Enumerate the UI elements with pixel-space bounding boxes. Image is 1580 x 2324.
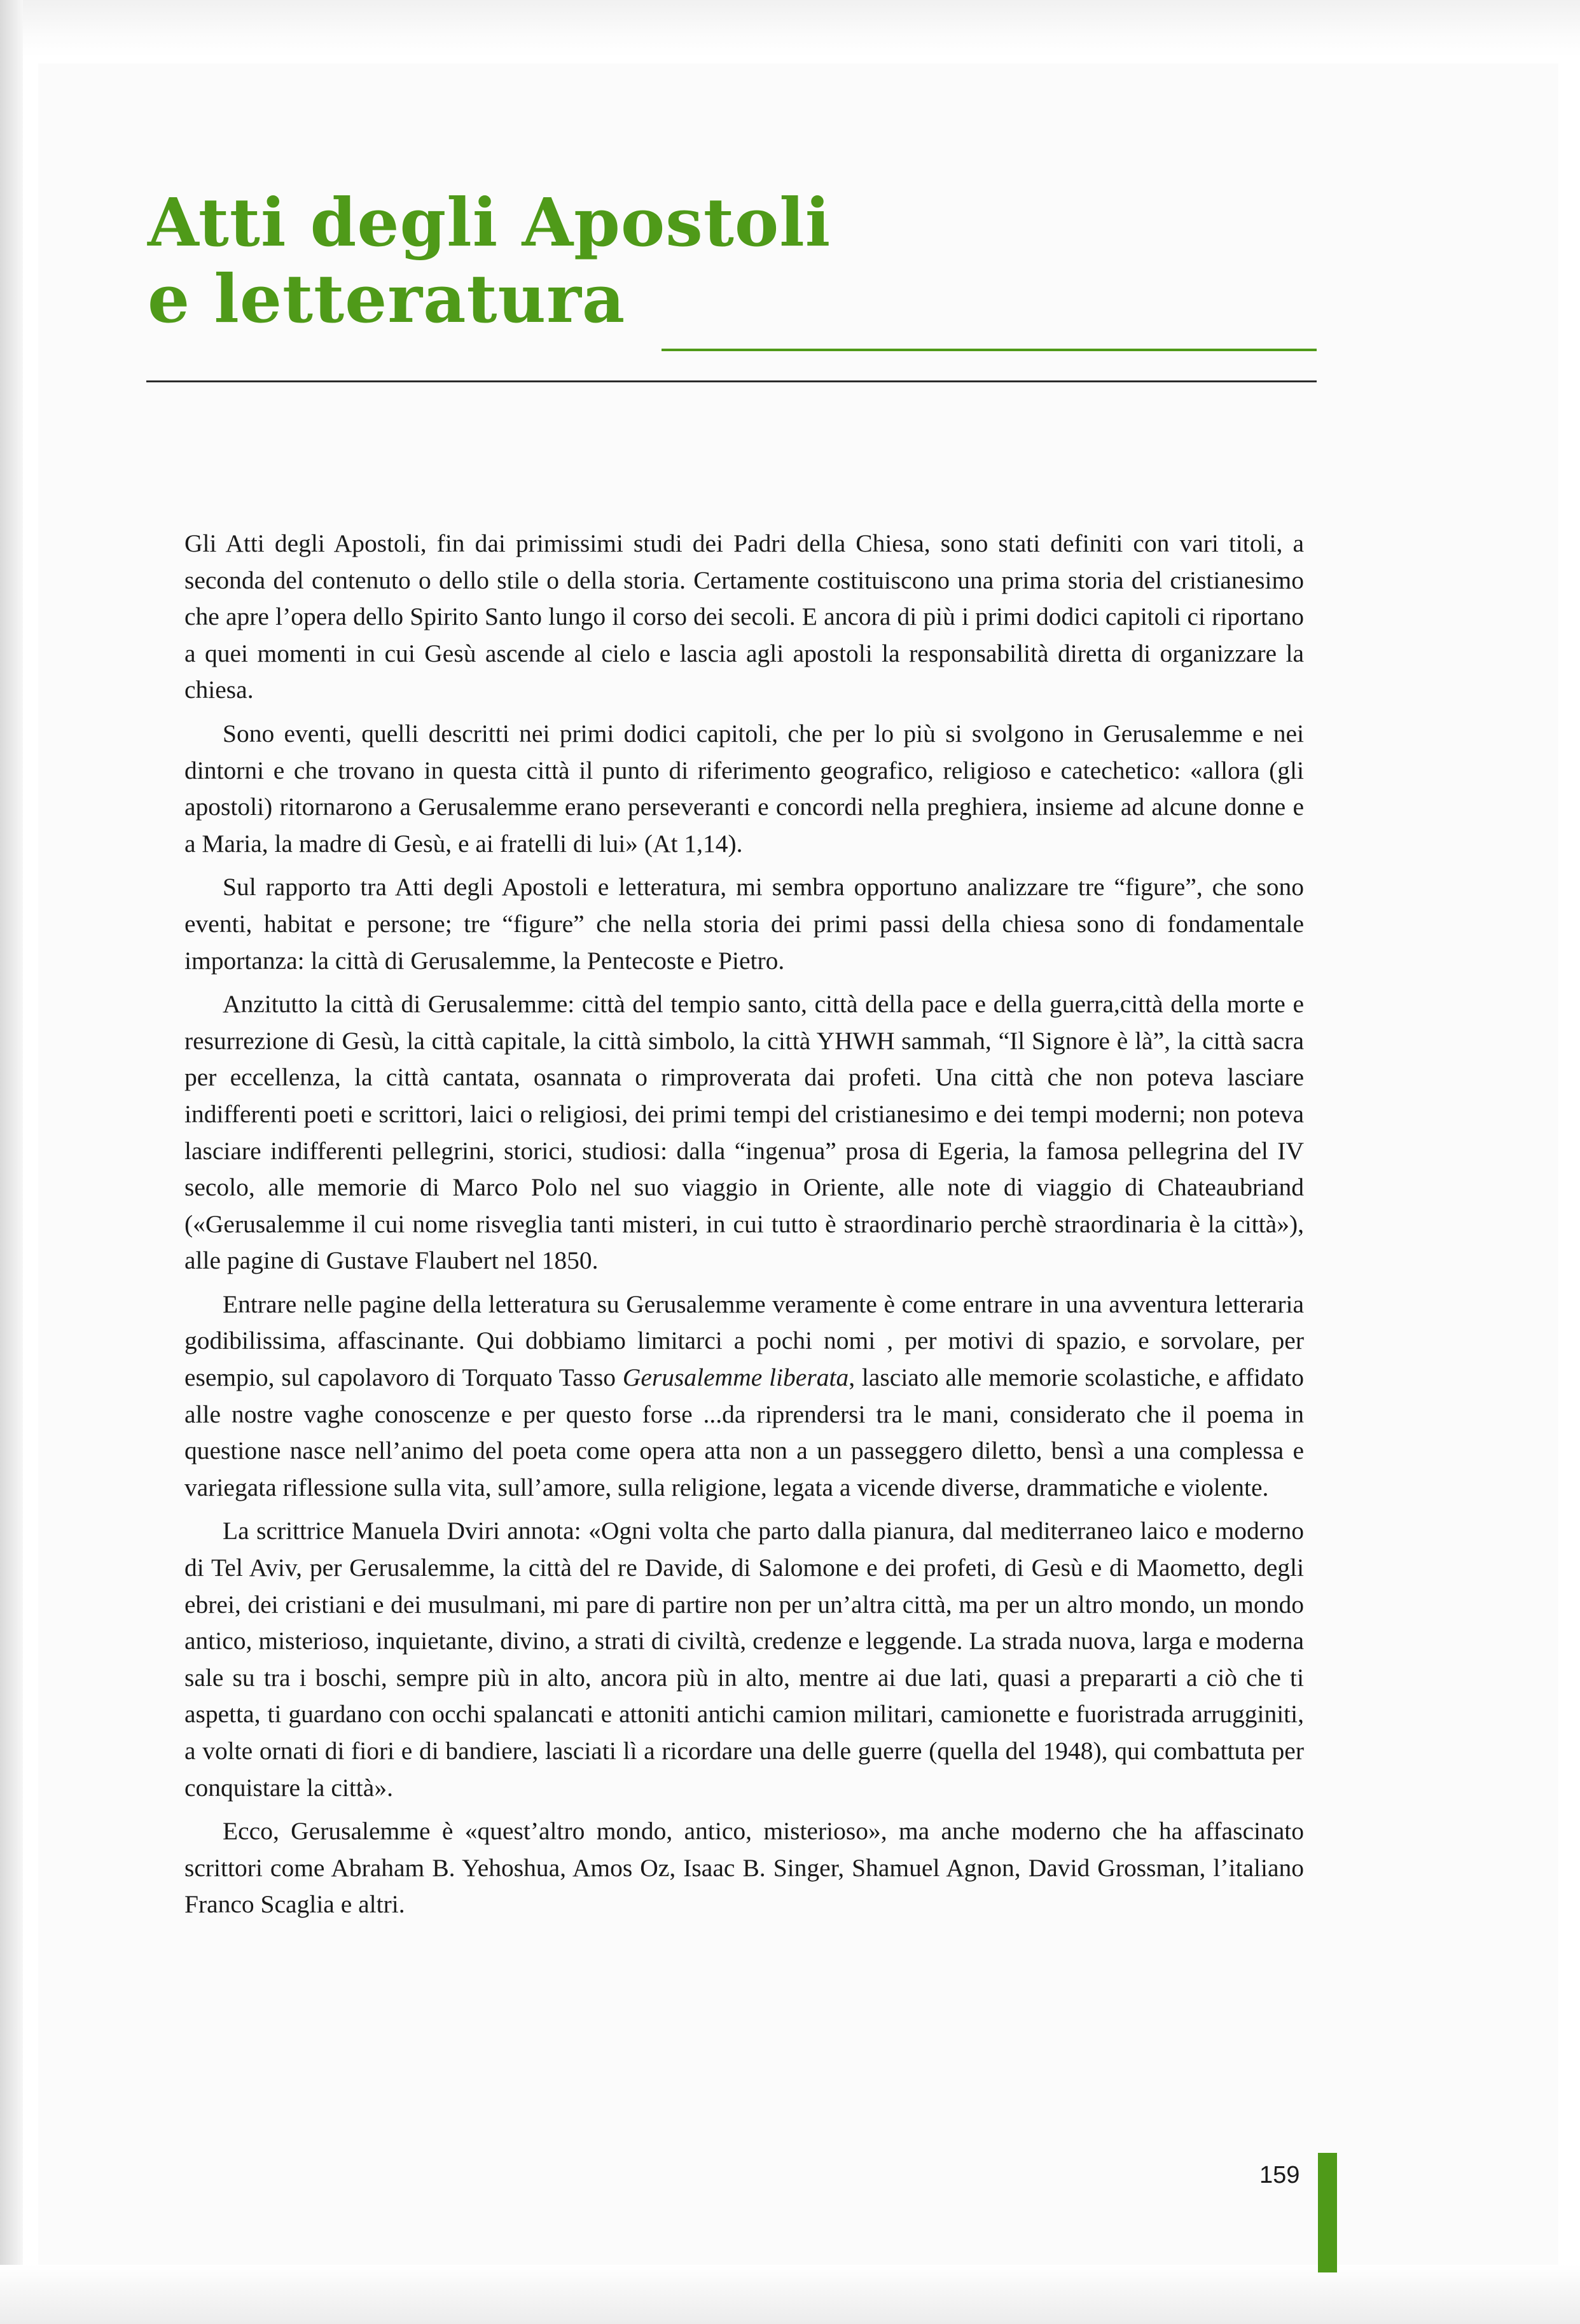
title-underline-green [662,349,1317,351]
page-title [148,184,831,337]
title-divider-rule [146,380,1317,382]
paragraph-4: Anzitutto la città di Gerusalemme: città del tempio santo, città della pace e della guerra,città della morte e resurrezione di Gesù, la città capitale, la città simbolo, la città YHWH sammah, “Il Signore è là”, la città sacra per eccellenza, la città cantata, osannata o rimproverata dai profeti. Una città che non poteva lasciare indifferenti poeti e scrittori, laici o religiosi, dei primi tempi del cristianesimo e dei tempi moderni; non poteva lasciare indifferenti pellegrini, storici, studiosi: dalla “ingenua” prosa di Egeria, la famosa pellegrina del IV secolo, alle memorie di Marco Polo nel suo viaggio in Oriente, alle note di viaggio di Chateaubriand («Gerusalemme il cui nome risveglia tanti misteri, in cui tutto è straordinario perchè straordinaria è la città»), alle pagine di Gustave Flaubert nel 1850. [184,990,1304,1275]
scan-edge-top [0,0,1580,57]
scan-edge-left [0,0,23,2324]
paragraph-3: Sul rapporto tra Atti degli Apostoli e letteratura, mi sembra opportuno analizzare tre “figure”, che sono eventi, habitat e persone; tre “figure” che nella storia dei primi passi della chiesa sono di fondamentale importanza: la città di Gerusalemme, la Pentecoste e Pietro. [184,873,1304,975]
paragraph-5: Entrare nelle pagine della letteratura su Gerusalemme veramente è come entrare in una avventura letteraria godibilissima, affascinante. Qui dobbiamo limitarci a pochi nomi , per motivi di spazio, e sorvolare, per esempio, sul capolavoro di Torquato Tasso Gerusalemme liberata, lasciato alle memorie scolastiche, e affidato alle nostre vaghe conoscenze e per questo forse ...da riprendersi tra le mani, considerato che il poema in questione nasce nell’animo del poeta come opera atta non a un passeggero diletto, bensì a una complessa e variegata riflessione sulla vita, sull’amore, sulla religione, legata a vicende diverse, drammatiche e violente. [184,1290,1305,1501]
title-line-2: e letteratura [148,260,626,338]
title-line-1: Atti degli Apostoli [148,183,831,261]
book-title-gerusalemme-liberata: Gerusalemme liberata [622,1363,849,1392]
page-number: 159 [1259,2162,1300,2188]
paragraph-7: Ecco, Gerusalemme è «quest’altro mondo, antico, misterioso», ma anche moderno che ha affascinato scrittori come Abraham B. Yehoshua, Amos Oz, Isaac B. Singer, Shamuel Agnon, David Grossman, l’italiano Franco Scaglia e altri. [184,1817,1304,1919]
scan-edge-bottom [0,2265,1580,2324]
paragraph-1: Gli Atti degli Apostoli, fin dai primissimi studi dei Padri della Chiesa, sono stati definiti con vari titoli, a seconda del contenuto o dello stile o della storia. Certamente costituiscono una prima storia del cristianesimo che apre l’opera dello Spirito Santo lungo il corso dei secoli. E ancora di più i primi dodici capitoli ci riportano a quei momenti in cui Gesù ascende al cielo e lascia agli apostoli la responsabilità diretta di organizzare la chiesa. [184,529,1304,704]
paragraph-2: Sono eventi, quelli descritti nei primi dodici capitoli, che per lo più si svolgono in Gerusalemme e nei dintorni e che trovano in questa città il punto di riferimento geografico, religioso e catechetico: «allora (gli apostoli) ritornarono a Gerusalemme erano perseveranti e concordi nella preghiera, insieme ad alcune donne e a Maria, la madre di Gesù, e ai fratelli di lui» (At 1,14). [184,719,1304,858]
page-marker-bar [1318,2153,1337,2272]
paragraph-6: La scrittrice Manuela Dviri annota: «Ogni volta che parto dalla pianura, dal mediterraneo laico e moderno di Tel Aviv, per Gerusalemme, la città del re Davide, di Salomone e dei profeti, di Gesù e di Maometto, degli ebrei, dei cristiani e dei musulmani, mi pare di partire non per un’altra città, ma per un altro mondo, un mondo antico, misterioso, inquietante, divino, a strati di civiltà, credenze e leggende. La strada nuova, larga e moderna sale su tra i boschi, sempre più in alto, ancora più in alto, mentre ai due lati, quasi a prepararti a ciò che ti aspetta, ti guardano con occhi spalancati e attoniti antichi camion militari, camionette e fuoristrada arrugginiti, a volte ornati di fiori e di bandiere, lasciati lì a ricordare una delle guerre (quella del 1948), qui combattuta per conquistare la città». [184,1517,1304,1802]
article-body [184,525,1304,1930]
